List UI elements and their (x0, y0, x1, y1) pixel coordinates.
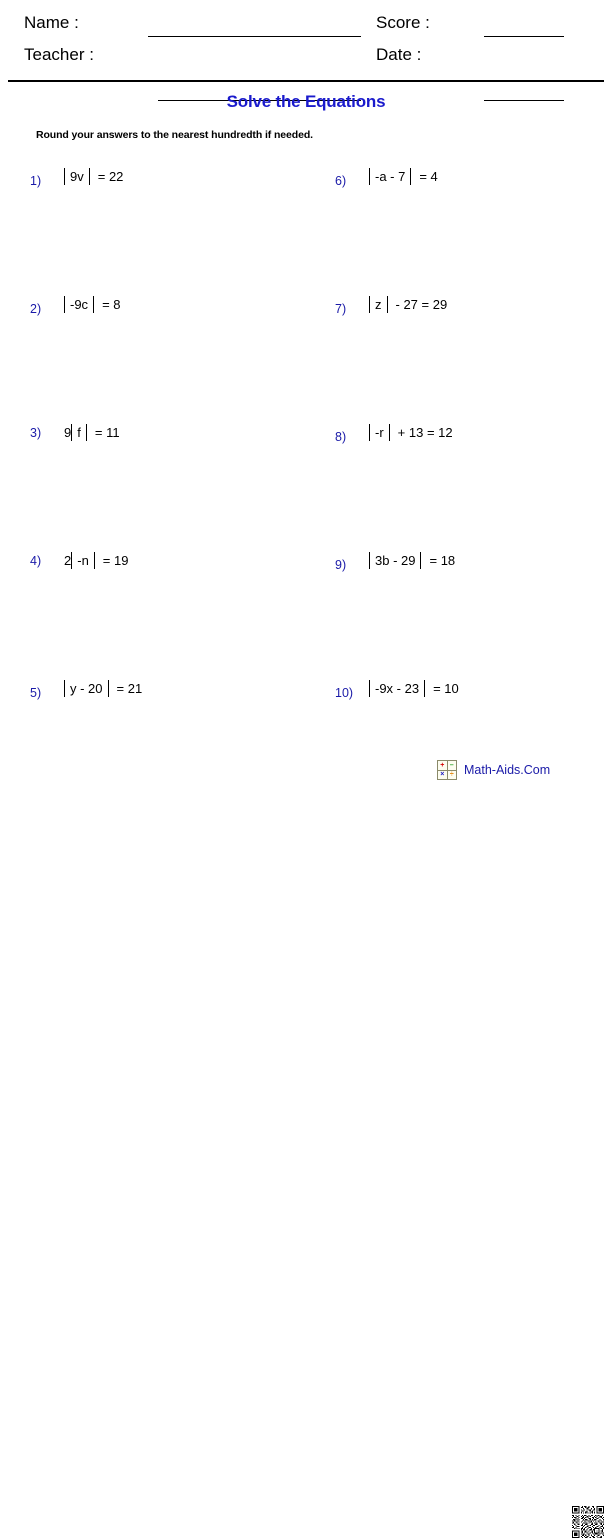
problem-number: 6) (335, 174, 347, 188)
worksheet-footer (0, 752, 612, 792)
absolute-value-group (71, 424, 87, 441)
problem-expression (64, 424, 120, 441)
problem-expression (64, 168, 123, 185)
problem-item (30, 168, 320, 188)
problem-item (335, 552, 612, 572)
name-label: Name : (24, 13, 79, 32)
absolute-value-group (369, 168, 411, 185)
abs-inner-expression: -9x - 23 (375, 681, 420, 696)
equation-tail: = 19 (102, 553, 129, 568)
problem-number: 7) (335, 302, 347, 316)
abs-inner-expression: z (375, 297, 382, 312)
problem-item (30, 680, 320, 700)
header-row-1 (0, 8, 612, 38)
teacher-label: Teacher : (24, 45, 94, 64)
date-label: Date : (376, 45, 422, 64)
abs-inner-expression: 9v (70, 169, 84, 184)
score-write-in-field[interactable] (484, 36, 564, 37)
problem-item (335, 168, 612, 188)
header-row-2 (0, 40, 612, 70)
abs-inner-expression: -n (77, 553, 89, 568)
absolute-value-group (369, 680, 425, 697)
problem-expression (369, 552, 455, 569)
minus-tile-icon: – (448, 761, 457, 770)
problem-number: 3) (30, 426, 42, 440)
problem-expression (369, 168, 438, 185)
abs-inner-expression: y - 20 (70, 681, 103, 696)
problem-expression (64, 680, 142, 697)
abs-inner-expression: -9c (70, 297, 89, 312)
problem-item (335, 296, 612, 316)
page-title: Solve the Equations (226, 92, 386, 111)
equation-tail: - 27 = 29 (395, 297, 448, 312)
problem-item (335, 680, 612, 700)
equation-tail: = 22 (97, 169, 124, 184)
abs-coefficient: 2 (64, 553, 72, 568)
problem-item (30, 552, 320, 572)
absolute-value-group (71, 552, 95, 569)
absolute-value-group (64, 296, 94, 313)
plus-tile-icon: + (438, 761, 447, 770)
equation-tail: = 8 (102, 297, 121, 312)
score-label: Score : (376, 13, 430, 32)
abs-inner-expression: -a - 7 (375, 169, 406, 184)
equation-tail: = 10 (433, 681, 459, 696)
equation-tail: + 13 = 12 (397, 425, 453, 440)
absolute-value-group (64, 680, 109, 697)
absolute-value-group (369, 424, 390, 441)
calculator-math-operators-icon (437, 760, 457, 780)
problem-number: 5) (30, 686, 42, 700)
worksheet-header (0, 0, 612, 78)
problem-expression (369, 424, 453, 441)
abs-coefficient: 9 (64, 425, 72, 440)
problem-item (30, 296, 320, 316)
problem-expression (64, 552, 128, 569)
brand-name: Math-Aids.Com (464, 763, 551, 777)
equation-tail: = 21 (116, 681, 143, 696)
problem-expression (369, 680, 459, 697)
problem-item (335, 424, 612, 444)
problem-number: 10) (335, 686, 354, 700)
absolute-value-group (369, 552, 421, 569)
divide-tile-icon: ÷ (448, 771, 457, 780)
equation-tail: = 11 (94, 425, 120, 440)
abs-inner-expression: -r (375, 425, 384, 440)
qr-code-icon (572, 1506, 604, 1538)
problem-grid (0, 160, 612, 740)
name-write-in-field[interactable] (148, 36, 361, 37)
abs-inner-expression: 3b - 29 (375, 553, 416, 568)
problem-item (30, 424, 320, 444)
equation-tail: = 4 (419, 169, 438, 184)
abs-inner-expression: f (77, 425, 81, 440)
problem-number: 2) (30, 302, 42, 316)
problem-number: 8) (335, 430, 347, 444)
times-tile-icon: × (438, 771, 447, 780)
brand-link[interactable] (437, 760, 550, 780)
header-divider-rule (8, 80, 604, 82)
absolute-value-group (64, 168, 90, 185)
problem-number: 4) (30, 554, 42, 568)
problem-expression (369, 296, 447, 313)
equation-tail: = 18 (429, 553, 456, 568)
absolute-value-group (369, 296, 388, 313)
problem-number: 1) (30, 174, 42, 188)
problem-number: 9) (335, 558, 347, 572)
problem-expression (64, 296, 121, 313)
instruction-text: Round your answers to the nearest hundredth if needed. (36, 129, 313, 141)
